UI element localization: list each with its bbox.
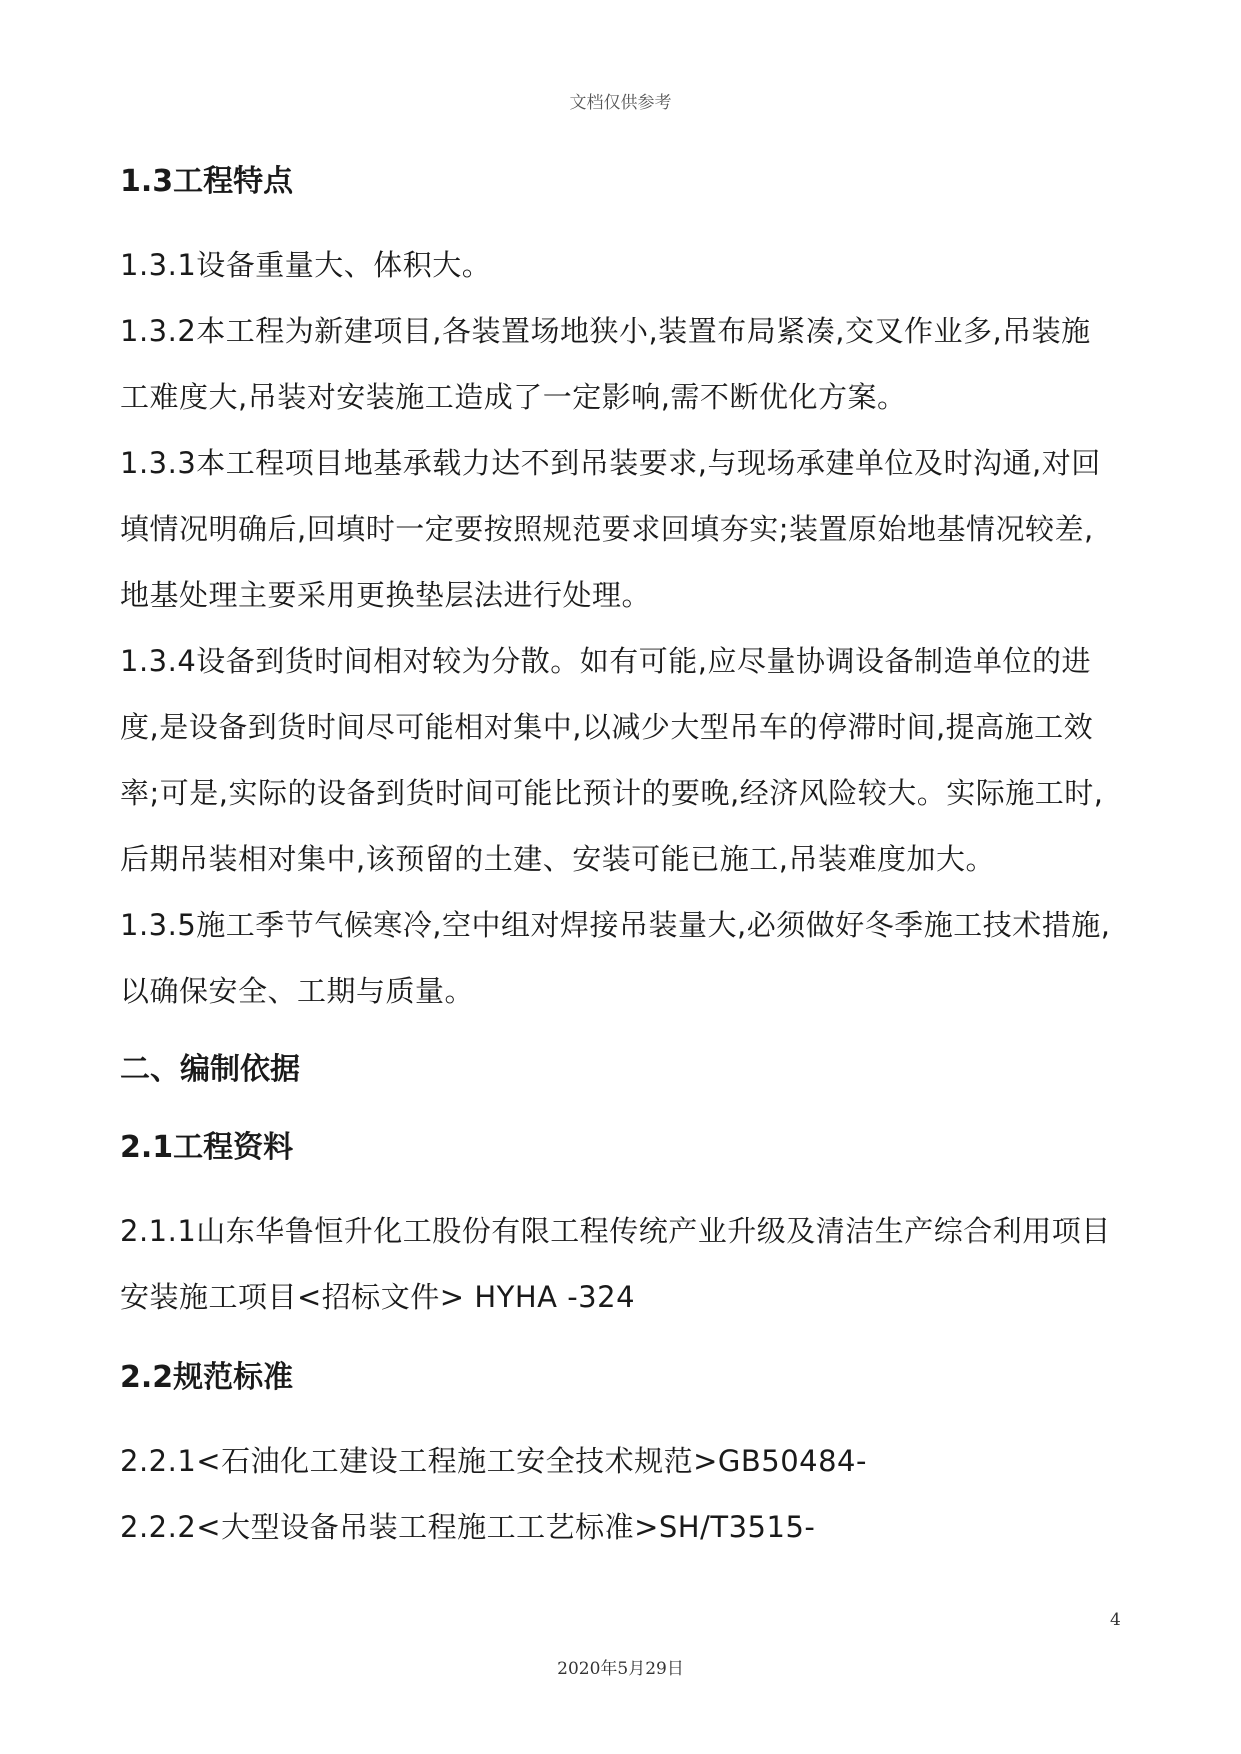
document-body bbox=[120, 160, 1120, 1560]
paragraph-2-2-2: 2.2.2<大型设备吊装工程施工工艺标准>SH/T3515- bbox=[120, 1510, 816, 1544]
paragraph-2-1-1: 2.1.1山东华鲁恒升化工股份有限工程传统产业升级及清洁生产综合利用项目安装施工项目<招标文件> HYHA -324 bbox=[120, 1214, 1111, 1314]
page-header: 文档仅供参考 bbox=[569, 93, 672, 113]
paragraph-1-3-1: 1.3.1设备重量大、体积大。 bbox=[120, 248, 492, 282]
page-number: 4 bbox=[1110, 1610, 1121, 1630]
paragraph-1-3-2: 1.3.2本工程为新建项目,各装置场地狭小,装置布局紧凑,交叉作业多,吊装施工难度大,吊装对安装施工造成了一定影响,需不断优化方案。 bbox=[120, 314, 1091, 414]
section-heading-2: 二、编制依据 bbox=[120, 1052, 300, 1087]
paragraph-2-2-1: 2.2.1<石油化工建设工程施工安全技术规范>GB50484- bbox=[120, 1444, 867, 1478]
page-footer-date: 2020年5月29日 bbox=[557, 1659, 684, 1679]
section-heading-2-1: 2.1工程资料 bbox=[120, 1130, 294, 1165]
section-heading-1-3: 1.3工程特点 bbox=[120, 164, 294, 199]
paragraph-1-3-3: 1.3.3本工程项目地基承载力达不到吊装要求,与现场承建单位及时沟通,对回填情况明确后,回填时一定要按照规范要求回填夯实;装置原始地基情况较差,地基处理主要采用更换垫层法进行处理。 bbox=[120, 446, 1101, 612]
paragraph-1-3-5: 1.3.5施工季节气候寒冷,空中组对焊接吊装量大,必须做好冬季施工技术措施,以确保安全、工期与质量。 bbox=[120, 908, 1111, 1008]
paragraph-1-3-4: 1.3.4设备到货时间相对较为分散。如有可能,应尽量协调设备制造单位的进度,是设备到货时间尽可能相对集中,以减少大型吊车的停滞时间,提高施工效率;可是,实际的设备到货时间可能比预计的要晚,经济风险较大。实际施工时,后期吊装相对集中,该预留的土建、安装可能已施工,吊装难度加大。 bbox=[120, 644, 1104, 876]
section-heading-2-2: 2.2规范标准 bbox=[120, 1360, 294, 1395]
